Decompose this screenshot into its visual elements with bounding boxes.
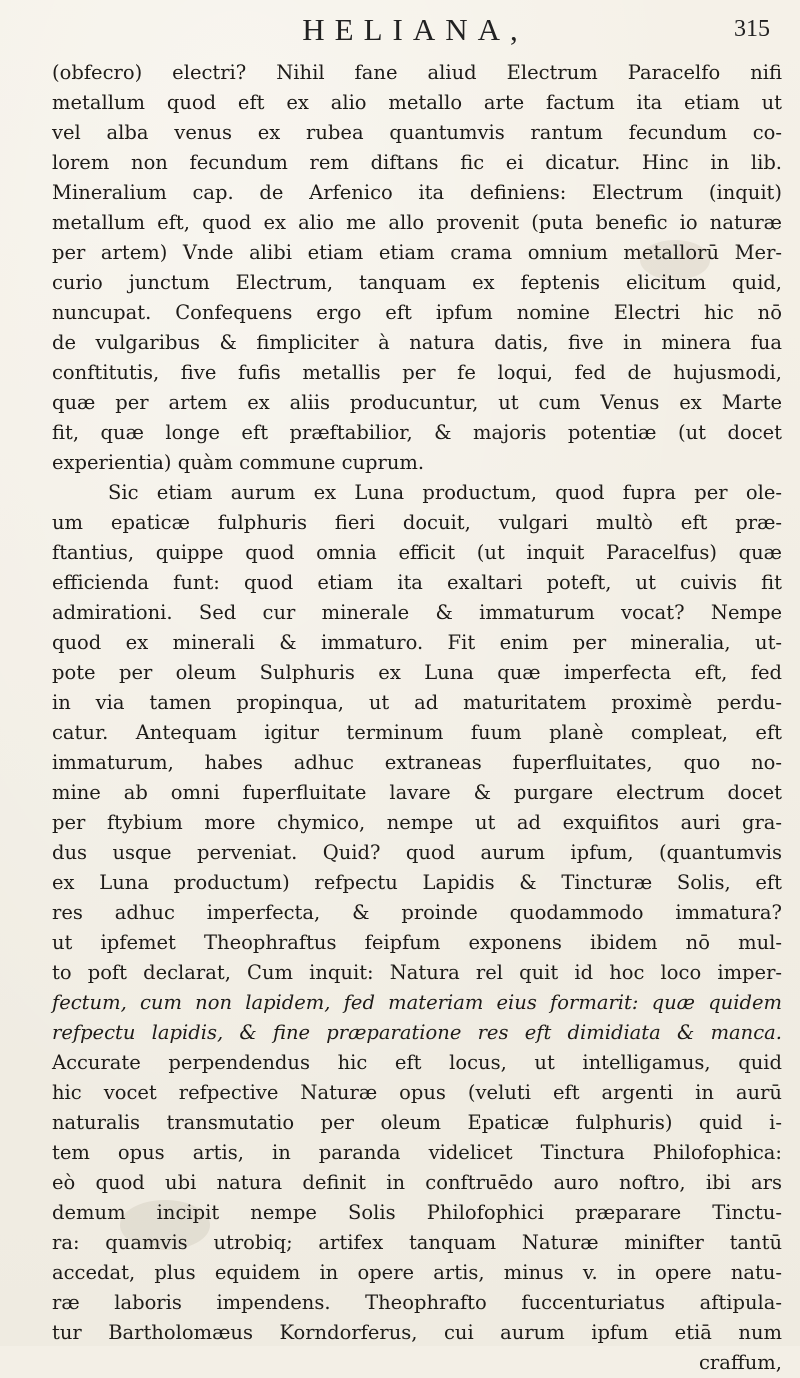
text-line: (obfecro) electri? Nihil fane aliud Electrum Paracelfo nifi	[52, 61, 782, 84]
text-line: to poft declarat, Cum inquit: Natura rel quit id hoc loco imper-	[52, 961, 782, 984]
text-line: nuncupat. Confequens ergo eft ipfum nomine Electri hic nō	[52, 301, 782, 324]
text-line: metallum eft, quod ex alio me allo provenit (puta benefic io naturæ	[52, 211, 782, 234]
text-line: per artem) Vnde alibi etiam etiam crama omnium metallorū Mer-	[52, 241, 782, 264]
text-line: ftantius, quippe quod omnia efficit (ut inquit Paracelfus) quæ	[52, 541, 782, 564]
text-line: de vulgaribus & fimpliciter à natura datis, five in minera fua	[52, 331, 782, 354]
text-line: Sic etiam aurum ex Luna productum, quod fupra per ole-	[108, 481, 782, 504]
text-line: experientia) quàm commune cuprum.	[52, 451, 425, 474]
text-line: tur Bartholomæus Korndorferus, cui aurum ipfum etiā num	[52, 1321, 782, 1344]
text-line: ex Luna productum) refpectu Lapidis & Tincturæ Solis, eft	[52, 871, 782, 894]
text-line: fectum, cum non lapidem, fed materiam eius formarit: quæ quidem	[52, 991, 782, 1014]
text-line: quæ per artem ex aliis producuntur, ut cum Venus ex Marte	[52, 391, 782, 414]
text-line: quod ex minerali & immaturo. Fit enim per mineralia, ut-	[52, 631, 782, 654]
text-line: um epaticæ fulphuris fieri docuit, vulgari multò eft præ-	[52, 511, 782, 534]
text-line: demum incipit nempe Solis Philofophici præparare Tinctu-	[52, 1201, 782, 1224]
text-line: pote per oleum Sulphuris ex Luna quæ imperfecta eft, fed	[52, 661, 782, 684]
text-line: vel alba venus ex rubea quantumvis rantum fecundum co-	[52, 121, 782, 144]
text-line: lorem non fecundum rem diftans fic ei dicatur. Hinc in lib.	[52, 151, 782, 174]
text-line: mine ab omni fuperfluitate lavare & purgare electrum docet	[52, 781, 782, 804]
text-line: metallum quod eft ex alio metallo arte factum ita etiam ut	[52, 91, 782, 114]
text-line: ut ipfemet Theophraftus feipfum exponens ibidem nō mul-	[52, 931, 782, 954]
text-line: Accurate perpendendus hic eft locus, ut intelligamus, quid	[52, 1051, 782, 1074]
running-title: HELIANA,	[302, 12, 528, 47]
text-line: immaturum, habes adhuc extraneas fuperfluitates, quo no-	[52, 751, 782, 774]
text-line: ra: quamvis utrobiq; artifex tanquam Naturæ minifter tantū	[52, 1231, 782, 1254]
text-line: admirationi. Sed cur minerale & immaturum vocat? Nempe	[52, 601, 782, 624]
text-line: conftitutis, five fufis metallis per fe loqui, fed de hujusmodi,	[52, 361, 782, 384]
body-text	[52, 58, 782, 1378]
text-line: accedat, plus equidem in opere artis, minus v. in opere natu-	[52, 1261, 782, 1284]
page-header	[60, 12, 770, 58]
text-line: Mineralium cap. de Arfenico ita definiens: Electrum (inquit)	[52, 181, 782, 204]
text-line: catur. Antequam igitur terminum fuum planè compleat, eft	[52, 721, 782, 744]
page-number: 315	[734, 16, 770, 42]
text-line: in via tamen propinqua, ut ad maturitatem proximè perdu-	[52, 691, 782, 714]
text-line: tem opus artis, in paranda videlicet Tinctura Philofophica:	[52, 1141, 782, 1164]
text-line: res adhuc imperfecta, & proinde quodammodo immatura?	[52, 901, 782, 924]
text-line: eò quod ubi natura definit in conftruēdo auro noftro, ibi ars	[52, 1171, 782, 1194]
text-line: fit, quæ longe eft præftabilior, & majoris potentiæ (ut docet	[52, 421, 782, 444]
text-line: curio junctum Electrum, tanquam ex feptenis elicitum quid,	[52, 271, 782, 294]
text-line: dus usque perveniat. Quid? quod aurum ipfum, (quantumvis	[52, 841, 782, 864]
catchword: craffum,	[699, 1351, 782, 1374]
text-line: ræ laboris impendens. Theophrafto fuccenturiatus aftipula-	[52, 1291, 782, 1314]
text-line: efficienda funt: quod etiam ita exaltari poteft, ut cuivis fit	[52, 571, 782, 594]
text-line: naturalis transmutatio per oleum Epaticæ fulphuris) quid i-	[52, 1111, 782, 1134]
text-line: hic vocet refpective Naturæ opus (veluti eft argenti in aurū	[52, 1081, 782, 1104]
text-line: per ftybium more chymico, nempe ut ad exquifitos auri gra-	[52, 811, 782, 834]
text-line: refpectu lapidis, & fine præparatione res eft dimidiata & manca.	[52, 1021, 782, 1044]
